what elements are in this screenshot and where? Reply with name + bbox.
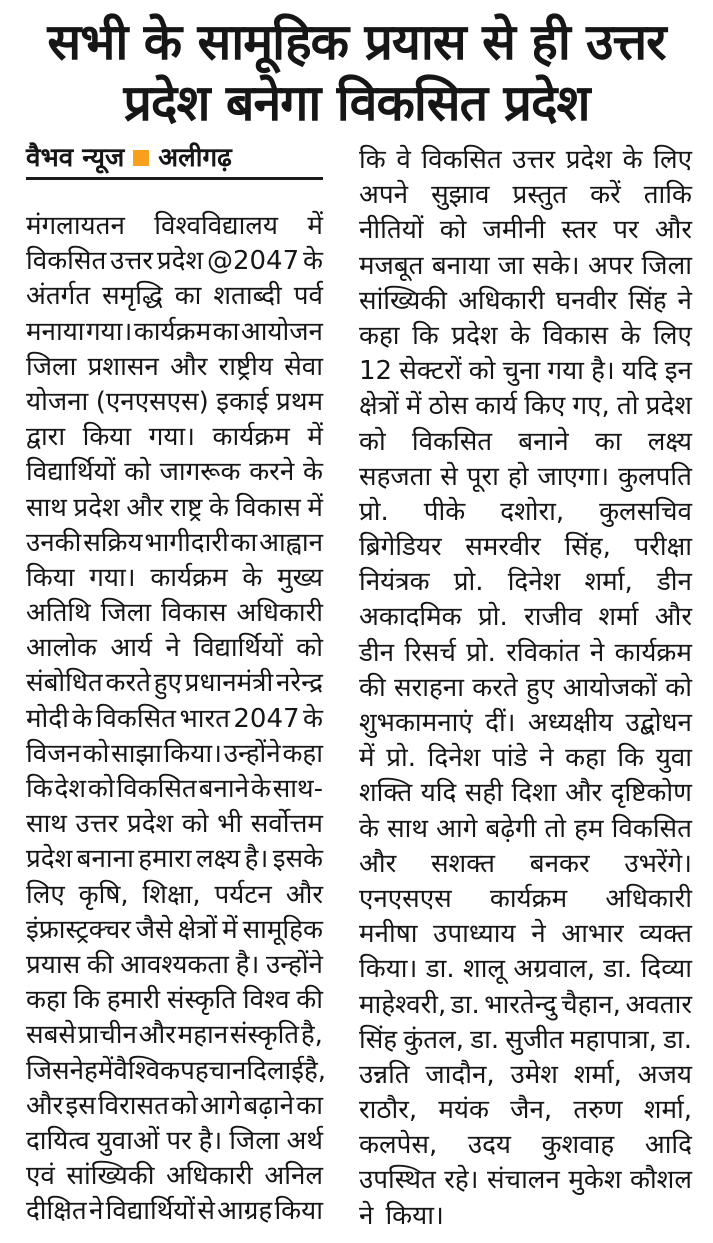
body-text-line: सहजता से पूरा हो जाएगा। कुलपति bbox=[359, 461, 692, 492]
body-text-line: संबोधित करते हुए प्रधानमंत्री नरेन्द्र bbox=[26, 668, 323, 699]
body-text-line: डीन रिसर्च प्रो. रविकांत ने कार्यक्रम bbox=[359, 637, 692, 668]
body-text-line: मोदी के विकसित भारत 2047 के bbox=[26, 703, 323, 734]
body-text-line: की सराहना करते हुए आयोजकों को bbox=[359, 672, 692, 703]
body-text-line: जिसने हमें वैश्विक पहचान दिलाई है, bbox=[26, 1055, 327, 1086]
body-text-line: लिए कृषि, शिक्षा, पर्यटन और bbox=[26, 879, 323, 910]
body-text-line: और सशक्त बनकर उभरेंगे। bbox=[359, 848, 692, 879]
body-text-line: एनएसएस कार्यक्रम अधिकारी bbox=[359, 883, 692, 914]
body-text-line: मंगलायतन विश्वविद्यालय में bbox=[26, 211, 323, 241]
body-text-line: प्रयास की आवश्यकता है। उन्होंने bbox=[26, 949, 323, 980]
body-text-line: अकादमिक प्रो. राजीव शर्मा और bbox=[359, 602, 692, 633]
body-text-line: 12 सेक्टरों को चुना गया है। यदि इन bbox=[359, 356, 692, 387]
article-columns bbox=[0, 139, 713, 1234]
body-text-line: साथ उत्तर प्रदेश को भी सर्वोत्तम bbox=[26, 809, 323, 840]
byline-divider bbox=[26, 177, 323, 180]
body-text-line: ने किया। bbox=[359, 1200, 444, 1231]
body-text-line: विजन को साझा किया। उन्होंने कहा bbox=[26, 738, 323, 769]
body-text-line: विद्यार्थियों को जागरूक करने के bbox=[26, 457, 323, 488]
left-column bbox=[26, 139, 327, 1234]
body-text-line: इंफ्रास्ट्रक्चर जैसे क्षेत्रों में सामूहिक bbox=[26, 914, 323, 945]
body-text-line: साथ प्रदेश और राष्ट्र के विकास में bbox=[26, 492, 323, 523]
body-text-line: उपस्थित रहे। संचालन मुकेश कौशल bbox=[359, 1165, 692, 1196]
body-text-line: कहा कि प्रदेश के विकास के लिए bbox=[359, 320, 692, 351]
body-text-line: उनकी सक्रिय भागीदारी का आह्वान bbox=[26, 527, 323, 558]
body-text-line: माहेश्वरी, डा. भारतेन्दु चैहान, अवतार bbox=[359, 989, 692, 1020]
body-text-line: और इस विरासत को आगे बढ़ाने का bbox=[26, 1090, 323, 1121]
body-text-line: अतिथि जिला विकास अधिकारी bbox=[26, 598, 323, 629]
body-text-line: राठौर, मयंक जैन, तरुण शर्मा, bbox=[359, 1095, 692, 1126]
body-text-line: मनाया गया। कार्यक्रम का आयोजन bbox=[26, 316, 323, 347]
body-text-line: सांख्यिकी अधिकारी घनवीर सिंह ने bbox=[359, 285, 692, 316]
body-text-line: क्षेत्रों में ठोस कार्य किए गए, तो प्रदेश bbox=[359, 391, 692, 422]
body-text-line: में प्रो. दिनेश पांडे ने कहा कि युवा bbox=[359, 743, 692, 774]
body-text-line: सबसे प्राचीन और महान संस्कृति है, bbox=[26, 1020, 323, 1051]
body-text-line: कि देश को विकसित बनाने के साथ- bbox=[26, 774, 323, 804]
body-text-line: कलपेस, उदय कुशवाह आदि bbox=[359, 1130, 692, 1161]
body-text-line: आलोक आर्य ने विद्यार्थियों को bbox=[26, 633, 323, 664]
body-text-line: सिंह कुंतल, डा. सुजीत महापात्रा, डा. bbox=[359, 1024, 692, 1055]
bullet-square-icon bbox=[133, 150, 149, 166]
body-text-line: अपने सुझाव प्रस्तुत करें ताकि bbox=[359, 180, 692, 211]
body-text-line: जिला प्रशासन और राष्ट्रीय सेवा bbox=[26, 351, 323, 382]
byline bbox=[26, 139, 323, 173]
body-text-line: दीक्षित ने विद्यार्थियों से आग्रह किया bbox=[26, 1196, 323, 1227]
headline-line-2: प्रदेश बनेगा विकसित प्रदेश bbox=[123, 74, 590, 132]
body-text-line: ब्रिगेडियर समरवीर सिंह, परीक्षा bbox=[359, 532, 692, 563]
body-text-line: अंतर्गत समृद्धि का शताब्दी पर्व bbox=[26, 281, 323, 312]
headline bbox=[0, 0, 713, 134]
body-text-line: को विकसित बनाने का लक्ष्य bbox=[359, 426, 692, 457]
body-text-line: मजबूत बनाया जा सके। अपर जिला bbox=[359, 250, 692, 281]
body-text-line: प्रो. पीके दशोरा, कुलसचिव bbox=[359, 496, 692, 527]
byline-location: अलीगढ़ bbox=[158, 143, 232, 173]
body-text-line: मनीषा उपाध्याय ने आभार व्यक्त bbox=[359, 919, 692, 950]
body-text-line: एवं सांख्यिकी अधिकारी अनिल bbox=[26, 1161, 323, 1192]
left-column-text bbox=[26, 209, 327, 1229]
body-text-line: नीतियों को जमीनी स्तर पर और bbox=[359, 215, 692, 246]
headline-line-1: सभी के सामूहिक प्रयास से ही उत्तर bbox=[47, 13, 666, 71]
body-text-line: कि वे विकसित उत्तर प्रदेश के लिए bbox=[359, 145, 692, 175]
body-text-line: कहा कि हमारी संस्कृति विश्व की bbox=[26, 985, 323, 1016]
body-text-line: किया गया। कार्यक्रम के मुख्य bbox=[26, 562, 323, 593]
body-text-line: योजना (एनएसएस) इकाई प्रथम bbox=[26, 386, 323, 417]
body-text-line: नियंत्रक प्रो. दिनेश शर्मा, डीन bbox=[359, 567, 692, 598]
right-column-text bbox=[359, 143, 692, 1234]
body-text-line: द्वारा किया गया। कार्यक्रम में bbox=[26, 422, 323, 453]
right-column bbox=[359, 139, 692, 1234]
body-text-line: प्रदेश बनाना हमारा लक्ष्य है। इसके bbox=[26, 844, 323, 875]
body-text-line: शक्ति यदि सही दिशा और दृष्टिकोण bbox=[359, 778, 692, 809]
body-text-line: उन्नति जादौन, उमेश शर्मा, अजय bbox=[359, 1059, 692, 1090]
byline-source: वैभव न्यूज bbox=[26, 143, 125, 173]
body-text-line: विकसित उत्तर प्रदेश @2047 के bbox=[26, 246, 323, 277]
body-text-line: दायित्व युवाओं पर है। जिला अर्थ bbox=[26, 1125, 323, 1156]
body-text-line: के साथ आगे बढ़ेगी तो हम विकसित bbox=[359, 813, 692, 844]
body-text-line: किया। डा. शालू अग्रवाल, डा. दिव्या bbox=[359, 954, 692, 985]
body-text-line: शुभकामनाएं दीं। अध्यक्षीय उद्बोधन bbox=[359, 708, 692, 738]
